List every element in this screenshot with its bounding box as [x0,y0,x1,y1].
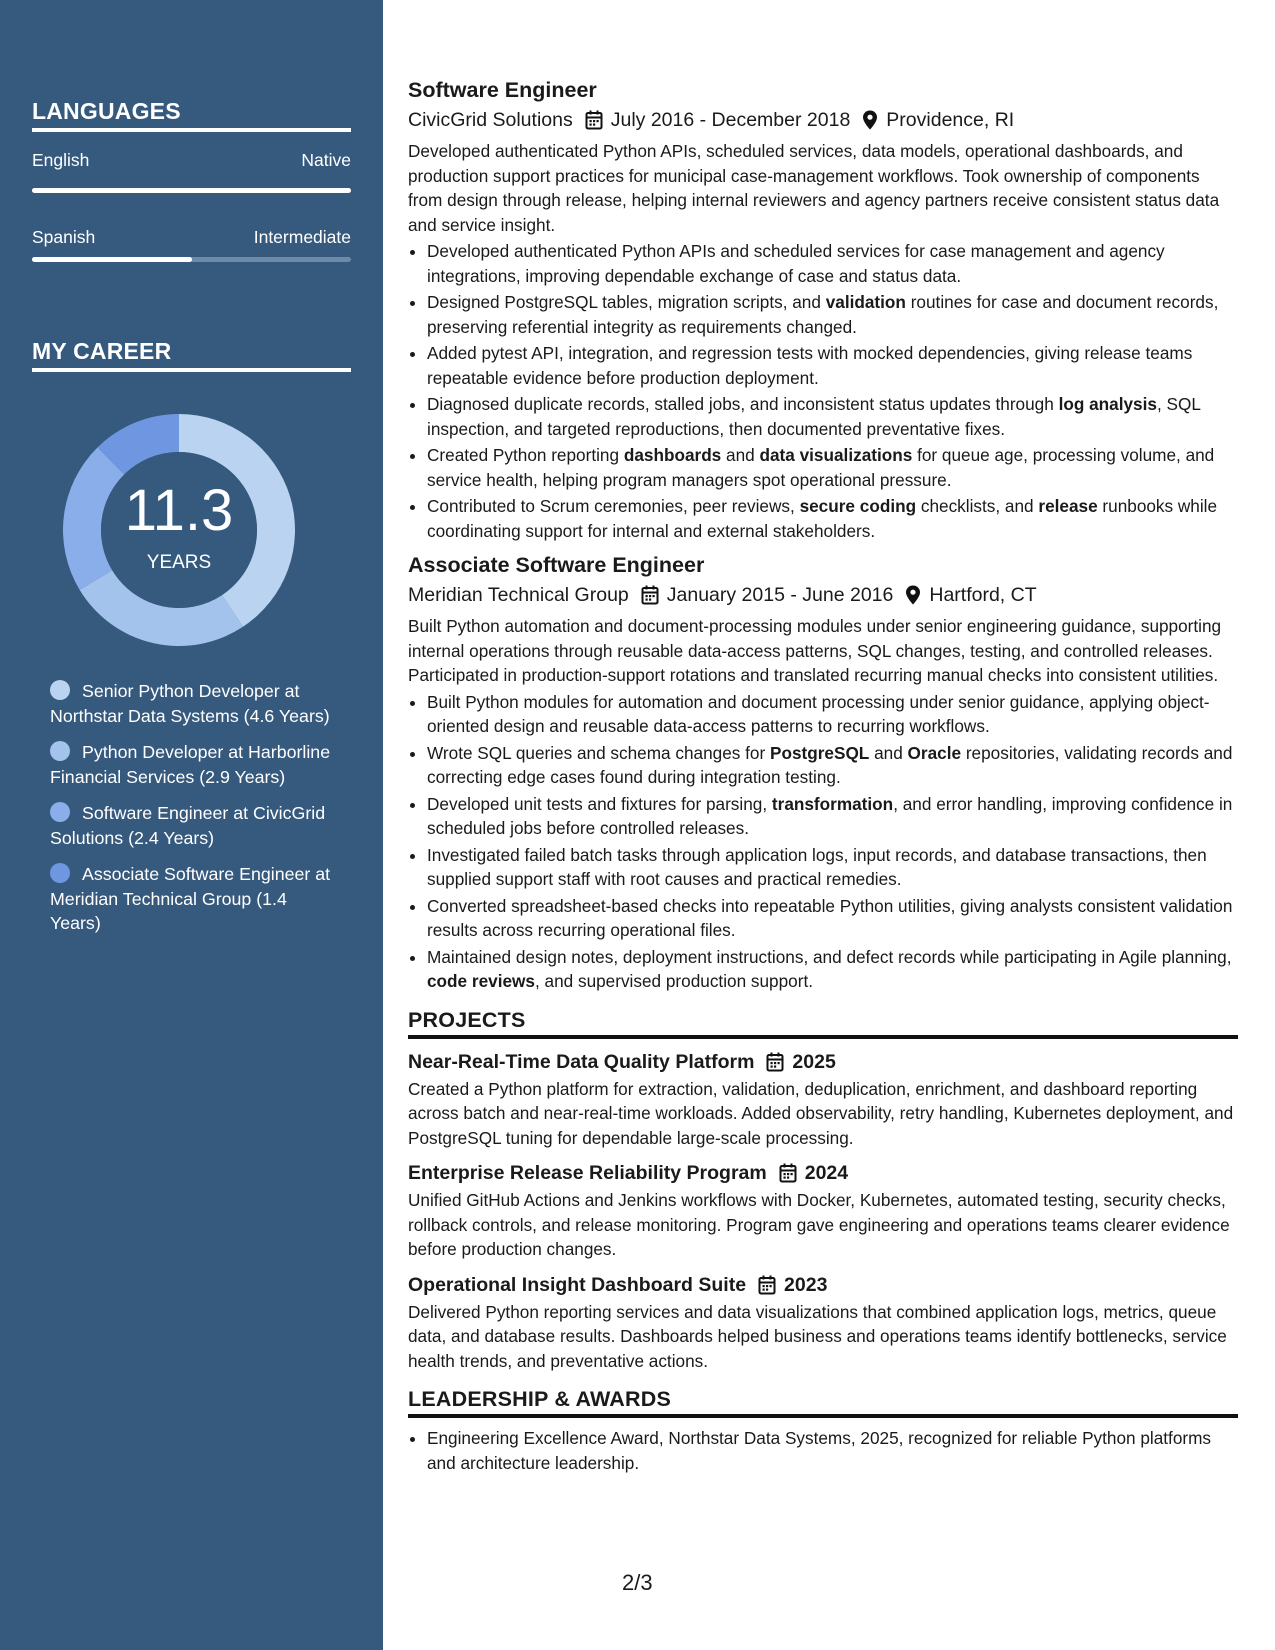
language-bar-english [32,188,351,193]
job-title: Software Engineer [408,78,597,102]
project-description: Created a Python platform for extraction, validation, deduplication, enrichment, and dashboard reporting across batch and near-real-time workloads. Added observability, retry handling, Kubernetes deployment, and PostgreSQL tuning for dependable large-scale processing. [408,1078,1234,1148]
location-pin-icon [905,585,921,605]
career-heading: MY CAREER [32,338,351,372]
legend-dot [50,680,70,700]
leadership-list [408,1426,1238,1475]
project-title: Near-Real-Time Data Quality Platform [408,1050,755,1073]
career-legend-item [50,679,335,728]
projects-heading: PROJECTS [408,1008,1238,1039]
project-entry [408,1272,1238,1374]
legend-dot [50,802,70,822]
leadership-heading: LEADERSHIP & AWARDS [408,1387,1238,1418]
career-legend [50,679,335,948]
legend-dot [50,741,70,761]
job-bullet: • Wrote SQL queries and schema changes for PostgreSQL and Oracle repositories, validating records and correcting edge cases found during integration testing. [427,741,1238,790]
career-legend-item [50,801,335,850]
job-summary: Developed authenticated Python APIs, scheduled services, data models, operational dashboards, and production support practices for municipal case-management workflows. Took ownership of components from design through release, helping internal reviewers and agency partners receive consistent status data and service insight. [408,141,1220,235]
project-entry [408,1160,1238,1262]
project-title-row [408,1160,1238,1186]
job-title: Associate Software Engineer [408,553,705,577]
company-name: Meridian Technical Group [408,584,629,606]
job-bullet: • Diagnosed duplicate records, stalled jobs, and inconsistent status updates through log analysis, SQL inspection, and targeted reproductions, then documented preventative fixes. [427,392,1238,441]
career-legend-label: Associate Software Engineer at Meridian Technical Group (1.4 Years) [50,864,331,933]
language-name: English [32,150,90,170]
calendar-icon [766,1052,784,1072]
project-year: 2025 [792,1050,836,1073]
calendar-icon [585,110,603,130]
job-bullet: • Contributed to Scrum ceremonies, peer reviews, secure coding checklists, and release runbooks while coordinating support for internal and external stakeholders. [427,494,1238,543]
language-name: Spanish [32,227,96,247]
job-bullets [408,690,1238,994]
career-legend-label: Python Developer at Harborline Financial Services (2.9 Years) [50,742,331,787]
page-number: 2/3 [622,1570,653,1595]
job-bullet: • Built Python modules for automation and document processing under senior guidance, applying object-oriented design and reusable data-access patterns to recurring workflows. [427,690,1238,739]
calendar-icon [641,585,659,605]
job-bullet: • Added pytest API, integration, and regression tests with mocked dependencies, giving release teams repeatable evidence before production deployment. [427,341,1238,390]
project-description: Delivered Python reporting services and data visualizations that combined application logs, metrics, queue data, and database results. Dashboards helped business and operations teams identify bottlenecks, service health trends, and preventative actions. [408,1301,1227,1371]
calendar-icon [758,1275,776,1295]
calendar-icon [779,1163,797,1183]
career-legend-item [50,862,335,936]
job-dates: January 2015 - June 2016 [666,584,894,606]
job-meta [408,582,1238,608]
project-title-row [408,1272,1238,1298]
career-legend-label: Senior Python Developer at Northstar Data Systems (4.6 Years) [50,681,330,726]
language-row-spanish [32,227,351,248]
language-bar-fill [32,188,351,193]
language-bar-spanish [32,257,351,262]
leadership-item: • Engineering Excellence Award, Northstar Data Systems, 2025, recognized for reliable Python platforms and architecture leadership. [427,1426,1238,1475]
main-content [408,76,1238,1477]
sidebar [0,0,383,1650]
job-location: Hartford, CT [929,584,1037,606]
language-level: Intermediate [253,227,351,247]
project-year: 2023 [784,1273,828,1296]
job-bullet: • Designed PostgreSQL tables, migration scripts, and validation routines for case and document records, preserving referential integrity as requirements changed. [427,290,1238,339]
job-bullet: • Created Python reporting dashboards and data visualizations for queue age, processing volume, and service health, helping program managers spot operational pressure. [427,443,1238,492]
job-summary: Built Python automation and document-processing modules under senior engineering guidance, supporting internal operations through reusable data-access patterns, SQL changes, testing, and controlled releases. Participated in production-support rotations and translated recurring manual checks into consistent utilities. [408,616,1222,685]
career-legend-label: Software Engineer at CivicGrid Solutions (2.4 Years) [50,803,326,848]
job-entry [408,551,1238,994]
location-pin-icon [862,110,878,130]
total-years-value: 11.3 [124,478,234,543]
job-location: Providence, RI [886,109,1015,131]
project-title: Operational Insight Dashboard Suite [408,1273,747,1296]
legend-dot [50,863,70,883]
total-years-label: YEARS [146,552,212,573]
languages-heading: LANGUAGES [32,98,351,132]
job-bullet: • Converted spreadsheet-based checks into repeatable Python utilities, giving analysts consistent validation results across recurring operational files. [427,894,1238,943]
job-bullet: • Developed unit tests and fixtures for parsing, transformation, and error handling, improving confidence in scheduled jobs before controlled releases. [427,792,1238,841]
career-legend-item [50,740,335,789]
project-entry [408,1049,1238,1151]
career-donut-chart [63,414,295,646]
job-bullet: • Investigated failed batch tasks through application logs, input records, and database transactions, then supplied support staff with root causes and practical remedies. [427,843,1238,892]
job-entry [408,76,1238,543]
job-bullet: • Developed authenticated Python APIs and scheduled services for case management and agency integrations, improving dependable exchange of case and status data. [427,239,1238,288]
project-title-row [408,1049,1238,1075]
job-bullets [408,239,1238,543]
language-row-english [32,150,351,171]
job-dates: July 2016 - December 2018 [610,109,851,131]
project-description: Unified GitHub Actions and Jenkins workflows with Docker, Kubernetes, automated testing, security checks, rollback controls, and release monitoring. Program gave engineering and operations teams clearer evidence before production changes. [408,1190,1230,1259]
company-name: CivicGrid Solutions [408,109,573,131]
job-bullet: • Maintained design notes, deployment instructions, and defect records while participating in Agile planning, code reviews, and supervised production support. [427,945,1238,994]
language-bar-fill [32,257,192,262]
language-level: Native [301,150,351,170]
project-title: Enterprise Release Reliability Program [408,1162,767,1184]
job-meta [408,107,1238,133]
project-year: 2024 [804,1162,849,1184]
